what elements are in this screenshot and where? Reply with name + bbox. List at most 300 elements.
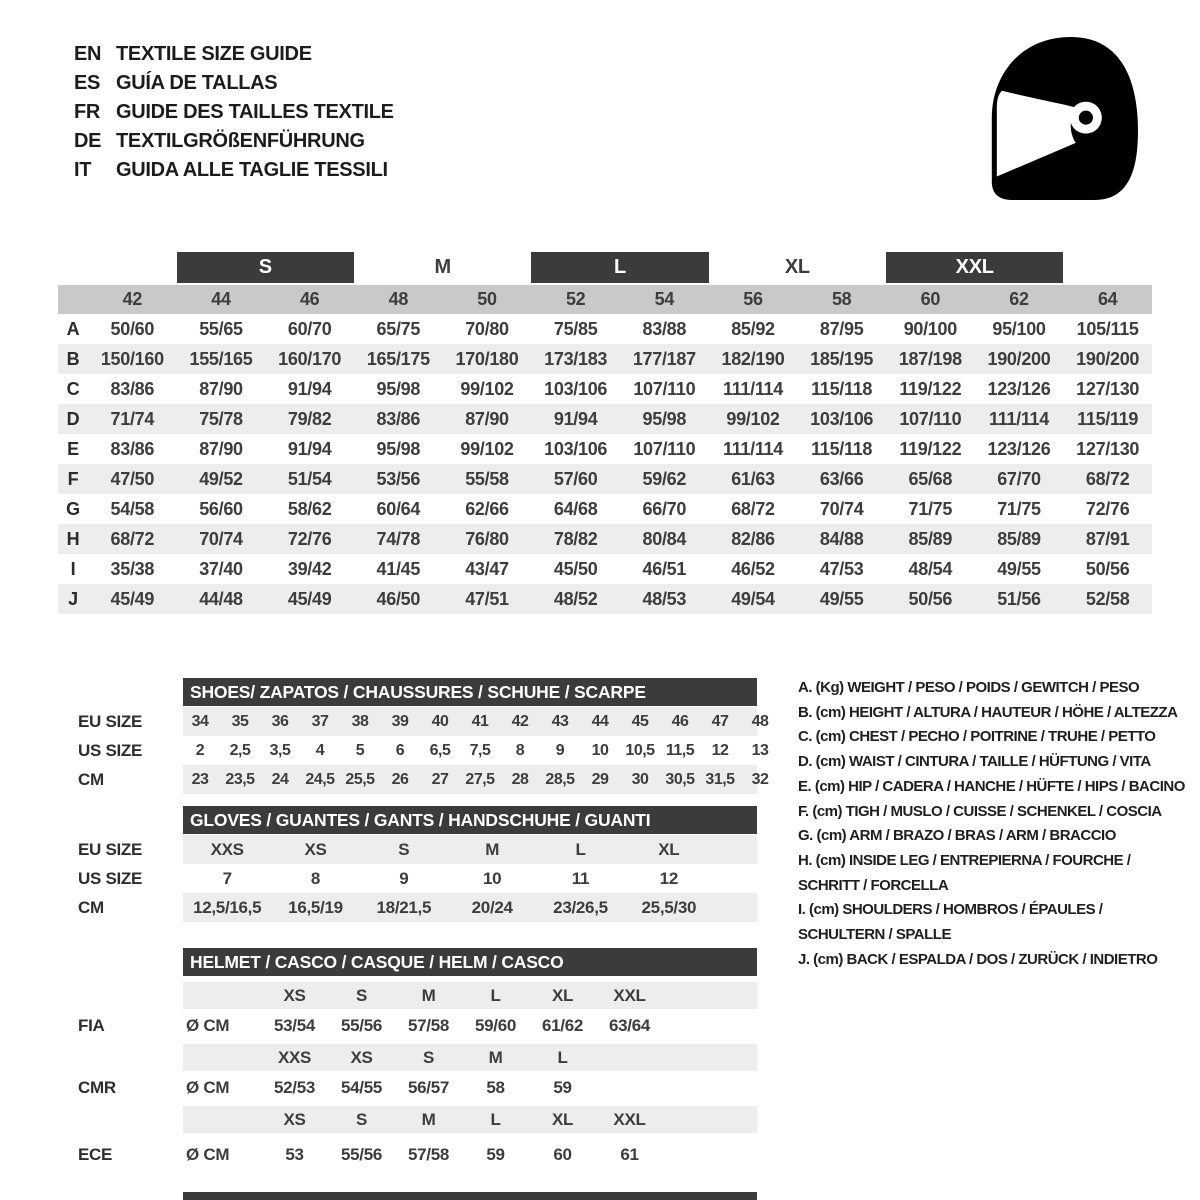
- measure-cell: 56/60: [199, 498, 243, 519]
- unit-label: Ø CM: [186, 1145, 230, 1164]
- measure-cell: 87/90: [465, 408, 509, 429]
- measure-cell: 49/55: [997, 558, 1041, 579]
- size-cell: 23/26,5: [553, 897, 608, 917]
- measure-cell: 87/91: [1085, 528, 1130, 549]
- measure-cell: 58/62: [287, 498, 332, 519]
- bottom-cutoff-bar: [183, 1192, 757, 1200]
- helmet-size-cell: L: [557, 1047, 568, 1067]
- size-cell: 31,5: [705, 770, 735, 788]
- language-code: ES: [74, 72, 101, 94]
- helmet-value-cell: 61/62: [541, 1016, 584, 1035]
- size-cell: 5: [355, 741, 365, 759]
- measure-cell: 41/45: [376, 558, 421, 579]
- size-cell: 26: [391, 770, 409, 788]
- measure-cell: 68/72: [731, 498, 775, 519]
- measure-cell: 95/98: [642, 408, 687, 429]
- measure-cell: 185/195: [810, 348, 874, 369]
- size-cell: 2: [195, 741, 205, 759]
- size-number-cell: 42: [122, 289, 143, 309]
- helmet-sizes: [183, 982, 663, 1009]
- measure-cell: 57/60: [553, 468, 598, 489]
- measurement-legend: [798, 676, 1190, 972]
- helmet-value-cell: 53: [285, 1145, 304, 1164]
- size-number-cell: 54: [654, 289, 675, 309]
- measure-cell: 115/118: [811, 438, 873, 459]
- size-cell: 16,5/19: [288, 897, 343, 917]
- helmet-size-header-row: [0, 1044, 1200, 1071]
- measure-cell: 165/175: [366, 348, 430, 369]
- size-number-cell: 44: [211, 289, 231, 309]
- helmet-value-cell: 54/55: [340, 1078, 383, 1097]
- size-row-label: CM: [78, 769, 104, 789]
- measure-row: [58, 434, 1152, 464]
- legend-item: E. (cm) HIP / CADERA / HANCHE / HÜFTE / HIPS / BACINO: [798, 777, 1185, 795]
- helmet-value-row: [0, 1140, 1200, 1170]
- measure-cell: 85/89: [908, 528, 953, 549]
- measure-cell: 80/84: [642, 528, 687, 549]
- measure-cell: 52/58: [1085, 588, 1130, 609]
- measure-cell: 68/72: [110, 528, 155, 549]
- textile-size-table: [58, 252, 1152, 614]
- standard-label: CMR: [78, 1078, 116, 1097]
- language-title: TEXTILGRÖßENFÜHRUNG: [116, 130, 365, 152]
- measure-cell: 45/49: [110, 588, 155, 609]
- helmet-size-cell: XL: [551, 1109, 574, 1129]
- measure-cell: 123/126: [987, 378, 1051, 399]
- legend-item: C. (cm) CHEST / PECHO / POITRINE / TRUHE / PETTO: [798, 728, 1156, 746]
- measure-cell: 127/130: [1076, 378, 1140, 399]
- measure-cell: 63/66: [819, 468, 864, 489]
- row-letter: G: [66, 498, 80, 519]
- helmet-size-cell: XS: [283, 1109, 306, 1129]
- language-list: [74, 40, 394, 185]
- size-cell: XS: [304, 839, 327, 859]
- measure-cell: 48/54: [908, 558, 953, 579]
- measure-cell: 53/56: [376, 468, 421, 489]
- size-cell: 23,5: [225, 770, 255, 788]
- helmet-value-cell: 55/56: [340, 1145, 383, 1164]
- standard-label: FIA: [78, 1016, 105, 1035]
- measure-row: [58, 554, 1152, 584]
- helmet-size-cell: XXS: [277, 1047, 312, 1067]
- size-group-XXL: XXL: [886, 252, 1063, 283]
- measure-cell: 95/98: [376, 378, 421, 399]
- helmet-value-cell: 63/64: [608, 1016, 651, 1035]
- size-row-values: [183, 864, 713, 893]
- helmet-size-cell: L: [490, 1109, 501, 1129]
- measure-cell: 82/86: [731, 528, 775, 549]
- measure-cell: 65/75: [376, 318, 421, 339]
- measure-cell: 71/75: [997, 498, 1041, 519]
- legend-item: B. (cm) HEIGHT / ALTURA / HAUTEUR / HÖHE / ALTEZZA: [798, 703, 1178, 721]
- size-cell: 8: [310, 868, 321, 888]
- size-cell: 11,5: [665, 741, 695, 759]
- size-number-cell: 58: [831, 289, 852, 309]
- unit-label: Ø CM: [186, 1078, 230, 1097]
- helmet-values: [183, 1073, 663, 1103]
- size-cell: 28,5: [545, 770, 575, 788]
- size-cell: 8: [515, 741, 525, 759]
- helmet-size-cell: XXL: [613, 1109, 646, 1129]
- helmet-sizes: [183, 1106, 663, 1133]
- helmet-value-cell: 52/53: [273, 1078, 316, 1097]
- legend-item: G. (cm) ARM / BRAZO / BRAS / ARM / BRACCIO: [798, 827, 1116, 845]
- language-code: IT: [74, 159, 92, 181]
- measure-row: [58, 404, 1152, 434]
- size-cell: 11: [571, 868, 590, 888]
- size-number-cell: 52: [565, 289, 586, 309]
- helmet-value-cell: 55/56: [340, 1016, 383, 1035]
- helmet-value-cell: 59: [553, 1078, 572, 1097]
- size-cell: 36: [271, 712, 289, 730]
- size-row-label: CM: [78, 897, 104, 917]
- measure-cell: 47/53: [819, 558, 864, 579]
- measure-cell: 51/56: [997, 588, 1041, 609]
- measure-cell: 64/68: [553, 498, 598, 519]
- helmet-size-cell: S: [355, 985, 368, 1005]
- measure-cell: 62/66: [465, 498, 509, 519]
- size-cell: 24: [271, 770, 289, 788]
- size-row-values: [180, 707, 780, 736]
- measure-row: [58, 374, 1152, 404]
- size-cell: 37: [311, 712, 329, 730]
- measure-cell: 54/58: [110, 498, 155, 519]
- measure-cell: 43/47: [465, 558, 509, 579]
- measure-cell: 74/78: [376, 528, 421, 549]
- measure-cell: 119/122: [899, 378, 962, 399]
- measure-cell: 105/115: [1076, 318, 1139, 339]
- size-cell: 39: [391, 712, 409, 730]
- measure-cell: 107/110: [899, 408, 962, 429]
- size-cell: 38: [351, 712, 369, 730]
- helmet-value-row: [0, 1073, 1200, 1103]
- size-cell: 24,5: [305, 770, 335, 788]
- size-cell: L: [575, 839, 586, 859]
- measure-cell: 83/88: [642, 318, 687, 339]
- helmet-size-cell: S: [422, 1047, 435, 1067]
- measure-cell: 91/94: [553, 408, 598, 429]
- measure-cell: 75/78: [199, 408, 243, 429]
- size-number-cell: 48: [388, 289, 409, 309]
- size-cell: 43: [551, 712, 569, 730]
- language-code: DE: [74, 130, 102, 152]
- measure-cell: 60/64: [376, 498, 421, 519]
- size-cell: 30: [631, 770, 649, 788]
- row-letter: A: [66, 318, 80, 339]
- size-row-label: US SIZE: [78, 868, 143, 888]
- measure-row: [58, 344, 1152, 374]
- legend-item: A. (Kg) WEIGHT / PESO / POIDS / GEWITCH / PESO: [798, 679, 1140, 696]
- size-cell: 9: [399, 868, 409, 888]
- measure-cell: 83/86: [110, 378, 155, 399]
- size-row-label: US SIZE: [78, 740, 143, 760]
- size-cell: 6: [395, 741, 405, 759]
- measure-cell: 173/183: [544, 348, 608, 369]
- measure-cell: 76/80: [465, 528, 509, 549]
- size-number-cell: 46: [299, 289, 320, 309]
- row-letter: E: [67, 438, 79, 459]
- helmet-value-cell: 61: [620, 1145, 639, 1164]
- row-letter: I: [70, 558, 76, 579]
- measure-cell: 103/106: [544, 378, 608, 399]
- size-cell: 25,5/30: [641, 897, 697, 917]
- measure-cell: 115/119: [1077, 408, 1139, 429]
- measure-cell: 115/118: [811, 378, 873, 399]
- language-title: TEXTILE SIZE GUIDE: [116, 43, 312, 65]
- size-cell: 6,5: [429, 741, 451, 759]
- measure-cell: 49/54: [731, 588, 775, 609]
- measure-cell: 170/180: [455, 348, 519, 369]
- size-group-M: M: [434, 256, 451, 278]
- size-cell: 12: [659, 868, 678, 888]
- size-cell: 35: [231, 712, 249, 730]
- measure-cell: 39/42: [287, 558, 332, 579]
- size-row-values: [183, 893, 713, 922]
- measure-cell: 85/92: [731, 318, 775, 339]
- measure-cell: 50/56: [1085, 558, 1130, 579]
- helmet-size-cell: L: [490, 985, 501, 1005]
- measure-cell: 72/76: [287, 528, 332, 549]
- size-cell: S: [398, 839, 410, 859]
- language-row: [74, 69, 394, 98]
- size-cell: 27: [431, 770, 449, 788]
- size-cell: 47: [711, 712, 729, 730]
- helmet-icon: [975, 32, 1143, 200]
- measure-row: [58, 584, 1152, 614]
- language-title: GUÍA DE TALLAS: [116, 72, 278, 94]
- size-cell: XXS: [210, 839, 244, 859]
- measure-cell: 91/94: [287, 438, 332, 459]
- row-letter: F: [67, 468, 79, 489]
- size-cell: 12,5/16,5: [193, 897, 262, 917]
- measure-row: [58, 314, 1152, 344]
- measure-cell: 51/54: [287, 468, 332, 489]
- size-cell: 23: [191, 770, 209, 788]
- measure-cell: 95/98: [376, 438, 421, 459]
- measure-cell: 87/95: [819, 318, 864, 339]
- size-cell: 10,5: [625, 741, 655, 759]
- size-cell: 2,5: [229, 741, 251, 759]
- size-cell: 20/24: [471, 897, 513, 917]
- size-row-label: EU SIZE: [78, 839, 143, 859]
- language-row: [74, 40, 394, 69]
- measure-cell: 95/100: [992, 318, 1046, 339]
- helmet-value-cell: 57/58: [407, 1016, 450, 1035]
- helmet-size-cell: M: [421, 985, 436, 1005]
- measure-cell: 50/56: [908, 588, 953, 609]
- measure-cell: 50/60: [110, 318, 155, 339]
- measure-cell: 72/76: [1085, 498, 1130, 519]
- measure-cell: 70/74: [819, 498, 864, 519]
- size-cell: 30,5: [665, 770, 695, 788]
- measure-cell: 99/102: [460, 378, 514, 399]
- size-cell: M: [485, 839, 500, 859]
- size-cell: 10: [483, 868, 502, 888]
- helmet-value-cell: 57/58: [407, 1145, 450, 1164]
- measure-cell: 49/55: [819, 588, 864, 609]
- measure-cell: 99/102: [726, 408, 780, 429]
- unit-label: Ø CM: [186, 1016, 230, 1035]
- measure-rows: [58, 314, 1152, 614]
- measure-cell: 107/110: [633, 378, 696, 399]
- language-code: FR: [74, 101, 101, 123]
- measure-cell: 85/89: [997, 528, 1041, 549]
- size-cell: 44: [591, 712, 609, 730]
- measure-cell: 103/106: [810, 408, 874, 429]
- measure-cell: 79/82: [287, 408, 332, 429]
- empty-cell: [183, 982, 261, 1009]
- measure-cell: 103/106: [544, 438, 608, 459]
- measure-cell: 47/50: [110, 468, 155, 489]
- language-title: GUIDA ALLE TAGLIE TESSILI: [116, 159, 388, 181]
- measure-cell: 48/53: [642, 588, 687, 609]
- size-cell: 48: [751, 712, 769, 730]
- helmet-value-cell: 59/60: [474, 1016, 517, 1035]
- measure-cell: 65/68: [908, 468, 953, 489]
- empty-cell: [58, 285, 88, 314]
- measure-cell: 111/114: [722, 378, 783, 399]
- size-cell: 13: [751, 741, 769, 759]
- measure-cell: 99/102: [460, 438, 514, 459]
- size-cell: 9: [555, 741, 565, 759]
- size-cell: XL: [658, 839, 680, 859]
- size-cell: 4: [315, 741, 325, 759]
- measure-cell: 187/198: [898, 348, 962, 369]
- measure-cell: 90/100: [903, 318, 957, 339]
- measure-cell: 83/86: [110, 438, 155, 459]
- measure-cell: 47/51: [465, 588, 509, 609]
- measure-cell: 177/187: [632, 348, 696, 369]
- measure-cell: 78/82: [553, 528, 598, 549]
- size-number-cell: 56: [743, 289, 763, 309]
- size-number-cell: 60: [920, 289, 941, 309]
- legend-item: I. (cm) SHOULDERS / HOMBROS / ÉPAULES / SCHULTERN / SPALLE: [798, 901, 1103, 944]
- size-row-values: [183, 835, 713, 864]
- row-letter: H: [66, 528, 80, 549]
- helmet-size-cell: XXL: [613, 985, 646, 1005]
- measure-cell: 71/74: [110, 408, 155, 429]
- helmet-size-cell: XL: [551, 985, 574, 1005]
- measure-cell: 190/200: [1076, 348, 1140, 369]
- size-cell: 3,5: [269, 741, 291, 759]
- helmet-size-cell: XS: [350, 1047, 373, 1067]
- size-group-header: [58, 252, 1152, 283]
- size-cell: 27,5: [465, 770, 495, 788]
- measure-cell: 87/90: [199, 438, 243, 459]
- measure-cell: 84/88: [819, 528, 864, 549]
- measure-cell: 70/80: [465, 318, 509, 339]
- legend-item: H. (cm) INSIDE LEG / ENTREPIERNA / FOURCHE / SCHRITT / FORCELLA: [798, 851, 1131, 894]
- measure-cell: 111/114: [988, 408, 1049, 429]
- shoes-header-bar: SHOES/ ZAPATOS / CHAUSSURES / SCHUHE / SCARPE: [183, 678, 757, 706]
- size-number-cell: 64: [1097, 289, 1118, 309]
- helmet-header-bar: HELMET / CASCO / CASQUE / HELM / CASCO: [183, 948, 757, 976]
- helmet-size-cell: S: [355, 1109, 368, 1129]
- size-cell: 41: [471, 712, 489, 730]
- measure-cell: 123/126: [987, 438, 1051, 459]
- helmet-value-cell: 58: [486, 1078, 505, 1097]
- measure-row: [58, 524, 1152, 554]
- size-cell: 10: [591, 741, 609, 759]
- measure-cell: 150/160: [100, 348, 164, 369]
- size-group-S: S: [177, 252, 354, 283]
- measure-cell: 182/190: [721, 348, 785, 369]
- size-cell: 7,5: [469, 741, 491, 759]
- measure-cell: 119/122: [899, 438, 962, 459]
- measure-cell: 75/85: [553, 318, 598, 339]
- row-letter: D: [66, 408, 80, 429]
- standard-label: ECE: [78, 1145, 113, 1164]
- row-letter: B: [66, 348, 80, 369]
- measure-row: [58, 464, 1152, 494]
- measure-cell: 61/63: [731, 468, 775, 489]
- measure-cell: 37/40: [199, 558, 243, 579]
- measure-cell: 46/51: [642, 558, 687, 579]
- helmet-value-row: [0, 1011, 1200, 1041]
- language-row: [74, 156, 394, 185]
- measure-cell: 107/110: [633, 438, 696, 459]
- legend-item: D. (cm) WAIST / CINTURA / TAILLE / HÜFTUNG / VITA: [798, 753, 1151, 771]
- language-row: [74, 98, 394, 127]
- size-cell: 46: [671, 712, 689, 730]
- empty-cell: [183, 1106, 261, 1133]
- size-cell: 45: [631, 712, 649, 730]
- measure-cell: 83/86: [376, 408, 421, 429]
- helmet-value-cell: 59: [486, 1145, 505, 1164]
- measure-cell: 91/94: [287, 378, 332, 399]
- size-number-cell: 62: [1009, 289, 1029, 309]
- size-cell: 29: [591, 770, 609, 788]
- measure-cell: 71/75: [908, 498, 953, 519]
- measure-cell: 49/52: [199, 468, 243, 489]
- size-cell: 34: [191, 712, 209, 730]
- empty-cell: [183, 1044, 261, 1071]
- measure-cell: 46/50: [376, 588, 421, 609]
- size-cell: 32: [751, 770, 769, 788]
- size-cell: 7: [222, 868, 232, 888]
- language-code: EN: [74, 43, 102, 65]
- size-group-XL: XL: [784, 256, 810, 278]
- measure-cell: 55/58: [465, 468, 509, 489]
- size-number-band: [58, 285, 1152, 314]
- size-cell: 18/21,5: [376, 897, 432, 917]
- helmet-size-header-row: [0, 1106, 1200, 1133]
- row-letter: J: [68, 588, 78, 609]
- measure-row: [58, 494, 1152, 524]
- measure-cell: 160/170: [278, 348, 342, 369]
- measure-cell: 67/70: [997, 468, 1041, 489]
- measure-cell: 46/52: [731, 558, 775, 579]
- measure-cell: 68/72: [1085, 468, 1130, 489]
- helmet-size-cell: XS: [283, 985, 306, 1005]
- helmet-size-cell: M: [421, 1109, 436, 1129]
- row-letter: C: [66, 378, 80, 399]
- measure-cell: 60/70: [287, 318, 332, 339]
- size-cell: 25,5: [345, 770, 375, 788]
- helmet-values: [183, 1140, 663, 1170]
- size-cell: 42: [511, 712, 529, 730]
- helmet-size-cell: M: [488, 1047, 503, 1067]
- helmet-sizes: [183, 1044, 663, 1071]
- measure-cell: 87/90: [199, 378, 243, 399]
- measure-cell: 45/49: [287, 588, 332, 609]
- size-group-L: L: [531, 252, 708, 283]
- legend-item: F. (cm) TIGH / MUSLO / CUISSE / SCHENKEL / COSCIA: [798, 802, 1162, 820]
- measure-cell: 111/114: [722, 438, 783, 459]
- size-row-values: [180, 736, 780, 765]
- helmet-value-cell: 56/57: [407, 1078, 450, 1097]
- measure-cell: 55/65: [199, 318, 243, 339]
